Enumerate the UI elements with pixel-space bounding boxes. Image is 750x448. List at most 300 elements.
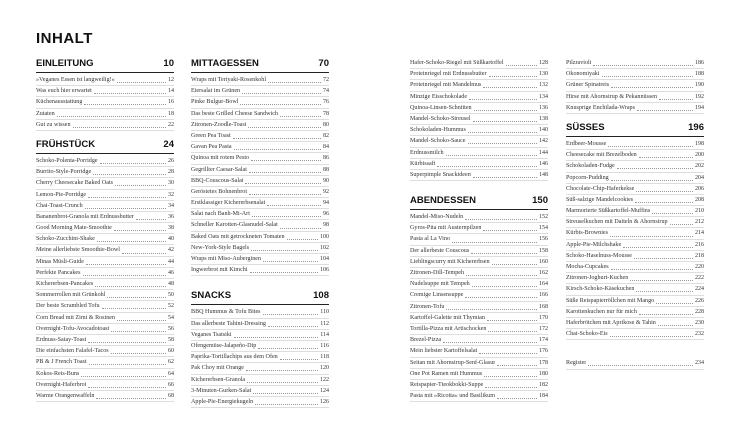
toc-entry[interactable]	[566, 92, 704, 103]
toc-entry[interactable]	[191, 109, 329, 120]
toc-entry[interactable]	[410, 234, 548, 245]
entry-page-number: 32	[168, 191, 174, 198]
entry-page-number: 40	[168, 236, 174, 243]
entry-title: Veganes Tsatsiki	[191, 331, 232, 338]
dot-leader	[107, 292, 166, 298]
entry-title: Gyros-Pita mit Austernpilzen	[410, 225, 482, 232]
dot-leader	[485, 382, 537, 388]
entry-title: Schoko-Zucchini-Shake	[36, 236, 95, 243]
dot-leader	[111, 326, 166, 332]
toc-entry[interactable]	[566, 318, 704, 329]
section-heading	[410, 195, 548, 210]
entry-page-number: 224	[695, 286, 704, 293]
entry-title: Meine allerliebste Smoothie-Bowl	[36, 247, 120, 254]
dot-leader	[488, 326, 537, 332]
entry-page-number: 138	[539, 115, 548, 122]
dot-leader	[659, 94, 693, 100]
entry-page-number: 68	[168, 392, 174, 399]
entry-page-number: 92	[323, 188, 329, 195]
toc-entry[interactable]	[566, 262, 704, 273]
toc-entry[interactable]	[410, 223, 548, 234]
dot-leader	[242, 88, 321, 94]
toc-entry[interactable]	[566, 296, 704, 307]
toc-entry[interactable]	[191, 363, 329, 374]
toc-entry[interactable]	[191, 375, 329, 386]
toc-entry[interactable]	[191, 209, 329, 220]
dot-leader	[97, 236, 166, 242]
dot-leader	[611, 264, 693, 270]
toc-entry[interactable]	[191, 176, 329, 187]
toc-entry[interactable]	[566, 329, 704, 340]
toc-entry[interactable]	[566, 217, 704, 228]
entry-page-number: 58	[168, 336, 174, 343]
entry-title: Seitan mit Ahornsirup-Senf-Glasur	[410, 359, 496, 366]
toc-entry[interactable]	[410, 358, 548, 369]
dot-leader	[623, 242, 693, 248]
entry-page-number: 160	[539, 258, 548, 265]
entry-title: Proteinriegel mit Mandelmus	[410, 82, 482, 89]
entry-title: Quinoa-Linsen-Schnitten	[410, 104, 472, 111]
entry-page-number: 122	[320, 376, 329, 383]
entry-title: »Veganes Essen ist langweilig!«	[36, 77, 115, 83]
toc-section	[36, 139, 174, 402]
toc-entry[interactable]	[191, 254, 329, 265]
dot-leader	[617, 163, 693, 169]
toc-entry[interactable]	[566, 103, 704, 114]
entry-title: Gavan Pea Pasta	[191, 144, 232, 151]
toc-entry[interactable]	[191, 232, 329, 243]
dot-leader	[608, 141, 693, 147]
dot-leader	[639, 152, 693, 158]
entry-page-number: 198	[695, 140, 704, 147]
toc-entry[interactable]	[410, 148, 548, 159]
entry-page-number: 14	[168, 88, 174, 95]
toc-entry[interactable]	[566, 184, 704, 195]
dot-leader	[466, 270, 537, 276]
entry-title: Wraps mit Teriyaki-Rosenkohl	[191, 77, 267, 83]
toc-entry[interactable]	[566, 284, 704, 295]
toc-entry[interactable]	[566, 80, 704, 91]
toc-entry[interactable]	[566, 273, 704, 284]
toc-entry[interactable]	[410, 268, 548, 279]
entry-title: Cherry Cheesecake Baked Oats	[36, 180, 113, 187]
toc-entry[interactable]	[410, 279, 548, 290]
entry-page-number: 162	[539, 270, 548, 276]
dot-leader	[240, 99, 321, 105]
entry-page-number: 166	[539, 292, 548, 299]
entry-page-number: 134	[539, 93, 548, 100]
toc-entry[interactable]	[410, 125, 548, 136]
entry-title: Baked Oats mit getrockneten Tomaten	[191, 233, 285, 240]
toc-entry[interactable]	[36, 324, 174, 335]
entry-title: Der beste Scrambled Tofu	[36, 303, 100, 310]
toc-entry[interactable]	[191, 330, 329, 341]
toc-entry[interactable]	[36, 335, 174, 346]
toc-entry[interactable]	[36, 391, 174, 402]
toc-entry[interactable]	[191, 75, 329, 86]
toc-entry[interactable]	[566, 173, 704, 184]
dot-leader	[280, 354, 318, 360]
toc-entry[interactable]	[191, 97, 329, 108]
entry-page-number: 64	[168, 370, 174, 377]
dot-leader	[57, 111, 166, 117]
section-title: SNACKS	[191, 290, 232, 302]
toc-entry[interactable]	[36, 234, 174, 245]
toc-entry[interactable]	[191, 397, 329, 408]
toc-entry[interactable]	[566, 358, 704, 369]
dot-leader	[611, 175, 693, 181]
entry-page-number: 208	[695, 196, 704, 203]
dot-leader	[468, 127, 537, 133]
entry-title: Lieblingscurry mit Kichererbsen	[410, 258, 490, 265]
entry-title: Erdbeer-Mousse	[566, 140, 607, 147]
toc-entry[interactable]	[566, 58, 704, 69]
entry-title: Pinke Bulgur-Bowl	[191, 99, 239, 106]
entry-title: PB & J French Toast	[36, 359, 87, 366]
entry-title: Paprika-Tortillachips aus dem Ofen	[191, 354, 278, 361]
toc-entry[interactable]	[36, 212, 174, 223]
entry-title: Kirsch-Schoko-Käsekuchen	[566, 286, 635, 293]
entry-page-number: 86	[323, 155, 329, 162]
entry-title: Gut zu wissen	[36, 121, 71, 128]
entry-title: Kürbissaft	[410, 160, 436, 167]
toc-entry[interactable]	[410, 103, 548, 114]
dot-leader	[473, 116, 537, 122]
toc-entry[interactable]	[191, 243, 329, 254]
dot-leader	[255, 399, 318, 405]
entry-page-number: 190	[695, 82, 704, 89]
entry-page-number: 30	[168, 180, 174, 187]
dot-leader	[635, 197, 693, 203]
section-page-number: 70	[318, 58, 329, 69]
entry-page-number: 234	[695, 360, 704, 367]
toc-entry[interactable]	[36, 380, 174, 391]
entry-page-number: 56	[168, 325, 174, 332]
toc-entry[interactable]	[191, 198, 329, 209]
entry-title: Zutaten	[36, 110, 55, 117]
toc-entry[interactable]	[566, 206, 704, 217]
toc-entry[interactable]	[191, 265, 329, 276]
entry-page-number: 84	[323, 144, 329, 151]
entry-title: Süße Reispapierröllchen mit Mango	[566, 297, 655, 304]
dot-leader	[245, 178, 321, 184]
dot-leader	[497, 360, 537, 366]
dot-leader	[252, 211, 321, 217]
dot-leader	[85, 203, 166, 209]
entry-title: Cremige Linsensuppe	[410, 292, 464, 299]
entry-title: Green Pea Toast	[191, 132, 231, 139]
dot-leader	[250, 267, 318, 273]
toc-entry[interactable]	[36, 201, 174, 212]
toc-entry[interactable]	[36, 156, 174, 167]
toc-entry[interactable]	[566, 307, 704, 318]
entry-page-number: 200	[695, 152, 704, 159]
entry-page-number: 88	[323, 166, 329, 173]
toc-entry[interactable]	[36, 86, 174, 97]
toc-entry[interactable]	[410, 170, 548, 181]
toc-section	[191, 58, 329, 276]
entry-title: Eiersalat im Grünen	[191, 88, 241, 95]
toc-entry[interactable]	[191, 120, 329, 131]
toc-entry[interactable]	[191, 352, 329, 363]
dot-leader	[452, 237, 537, 243]
toc-entry[interactable]	[566, 195, 704, 206]
entry-title: Zitronen-Zoodle-Toast	[191, 121, 247, 128]
entry-title: Kichererbsen-Granola	[191, 376, 246, 383]
toc-entry[interactable]	[566, 150, 704, 161]
toc-entry[interactable]	[36, 279, 174, 290]
toc-section	[191, 290, 329, 408]
dot-leader	[93, 169, 166, 175]
toc-entry[interactable]	[410, 346, 548, 357]
entry-title: Marmorierte Süßkartoffel-Muffins	[566, 208, 651, 215]
entry-page-number: 230	[695, 319, 704, 326]
entry-title: Minas Müsli-Guide	[36, 258, 84, 265]
dot-leader	[233, 133, 321, 139]
entry-page-number: 212	[695, 219, 704, 226]
dot-leader	[497, 393, 537, 399]
dot-leader	[280, 223, 321, 229]
toc-entry[interactable]	[410, 324, 548, 335]
entry-page-number: 226	[695, 297, 704, 304]
toc-entry[interactable]	[410, 302, 548, 313]
entry-page-number: 36	[168, 213, 174, 220]
dot-leader	[81, 371, 166, 377]
toc-entry[interactable]	[191, 386, 329, 397]
dot-leader	[446, 304, 537, 310]
entry-title: Popcorn-Pudding	[566, 174, 609, 181]
entry-page-number: 218	[695, 252, 704, 259]
entry-title: Schoko-Polenta-Porridge	[36, 157, 98, 164]
entry-title: Karottenkuchen nur für mich	[566, 308, 637, 315]
section-heading	[566, 122, 704, 137]
dot-leader	[652, 208, 693, 214]
entry-page-number: 152	[539, 214, 548, 221]
toc-entry[interactable]	[566, 69, 704, 80]
dot-leader	[249, 189, 321, 195]
entry-title: Pilzravioli	[566, 60, 592, 66]
dot-leader	[465, 214, 537, 220]
dot-leader	[234, 144, 321, 150]
entry-title: Good Morning Mate-Smoothie	[36, 225, 112, 232]
entry-title: Kartoffel-Galette mit Thymian	[410, 314, 485, 321]
toc-entry[interactable]	[191, 187, 329, 198]
entry-page-number: 34	[168, 202, 174, 209]
section-page-number: 150	[532, 195, 548, 207]
toc-entry[interactable]	[410, 313, 548, 324]
dot-leader	[263, 256, 318, 262]
entry-page-number: 72	[323, 77, 329, 83]
entry-title: Gegrillter Caesar-Salat	[191, 166, 247, 173]
entry-title: Erdnussmilch	[410, 149, 444, 156]
entry-page-number: 154	[539, 225, 548, 232]
dot-leader	[100, 158, 166, 164]
dot-leader	[658, 320, 693, 326]
dot-leader	[246, 365, 318, 371]
entry-page-number: 164	[539, 281, 548, 288]
toc-entry[interactable]	[36, 109, 174, 120]
dot-leader	[263, 309, 319, 315]
dot-leader	[611, 82, 693, 88]
entry-page-number: 206	[695, 185, 704, 192]
entry-title: Quinoa mit rotem Pesto	[191, 155, 250, 162]
toc-entry[interactable]	[36, 290, 174, 301]
dot-leader	[234, 332, 319, 338]
toc-entry[interactable]	[191, 153, 329, 164]
entry-page-number: 82	[323, 132, 329, 139]
toc-entry[interactable]	[410, 212, 548, 223]
toc-entry[interactable]	[36, 268, 174, 279]
toc-entry[interactable]	[410, 391, 548, 402]
entry-title: Overnight-Tofu-Avocadotoast	[36, 325, 110, 332]
toc-entry[interactable]	[36, 301, 174, 312]
toc-entry[interactable]	[191, 142, 329, 153]
entry-title: Superpimple Snackideen	[410, 171, 471, 178]
entry-title: Nudelsuppe mit Tempeh	[410, 281, 470, 288]
entry-title: Kürbis-Brownies	[566, 230, 608, 237]
entry-title: Ingwerbrot mit Kimchi	[191, 267, 248, 274]
entry-page-number: 222	[695, 275, 704, 282]
entry-title: Minzige Eisschokolade	[410, 93, 468, 100]
entry-page-number: 146	[539, 160, 548, 167]
dot-leader	[247, 377, 318, 383]
entry-title: Zitronen-Tofu	[410, 303, 445, 310]
toc-entry[interactable]	[410, 58, 548, 69]
entry-page-number: 96	[323, 211, 329, 218]
toc-entry[interactable]	[191, 341, 329, 352]
dot-leader	[471, 248, 537, 254]
toc-entry[interactable]	[36, 369, 174, 380]
toc-entry[interactable]	[36, 357, 174, 368]
dot-leader	[287, 234, 318, 240]
toc-entry[interactable]	[410, 257, 548, 268]
section-title: MITTAGESSEN	[191, 58, 259, 69]
toc-entry[interactable]	[566, 251, 704, 262]
toc-entry[interactable]	[36, 190, 174, 201]
toc-section	[566, 58, 704, 114]
toc-entry[interactable]	[36, 245, 174, 256]
toc-entry[interactable]	[410, 136, 548, 147]
toc-entry[interactable]	[36, 313, 174, 324]
dot-leader	[656, 298, 693, 304]
entry-page-number: 128	[539, 60, 548, 66]
dot-leader	[446, 150, 537, 156]
dot-leader	[634, 253, 693, 259]
toc-entry[interactable]	[36, 257, 174, 268]
entry-title: Kichererbsen-Pancakes	[36, 281, 94, 287]
toc-entry[interactable]	[410, 369, 548, 380]
toc-entry[interactable]	[410, 159, 548, 170]
entry-title: Hirse mit Ahornsirup & Pekannüssen	[566, 93, 658, 100]
entry-page-number: 66	[168, 381, 174, 388]
toc-entry[interactable]	[410, 92, 548, 103]
toc-entry[interactable]	[566, 161, 704, 172]
dot-leader	[468, 138, 537, 144]
toc-entry[interactable]	[410, 335, 548, 346]
toc-entry[interactable]	[36, 97, 174, 108]
toc-entry[interactable]	[566, 240, 704, 251]
toc-entry[interactable]	[36, 167, 174, 178]
toc-section	[566, 122, 704, 340]
toc-entry[interactable]	[410, 114, 548, 125]
entry-page-number: 100	[320, 233, 329, 240]
entry-title: Corn Bread mit Zimt & Rosinen	[36, 314, 116, 321]
toc-section	[410, 58, 548, 181]
toc-entry[interactable]	[36, 346, 174, 357]
toc-entry[interactable]	[410, 380, 548, 391]
entry-page-number: 76	[323, 99, 329, 106]
dot-leader	[122, 248, 166, 254]
toc-entry[interactable]	[36, 178, 174, 189]
entry-title: Schokoladen-Fudge	[566, 163, 615, 170]
toc-entry[interactable]	[36, 120, 174, 131]
entry-title: Perfekte Pancakes	[36, 269, 81, 276]
entry-title: Salat nach Banh-Mi-Art	[191, 211, 250, 218]
entry-title: Mandel-Schoko-Streusel	[410, 115, 471, 122]
entry-page-number: 114	[320, 331, 329, 338]
entry-page-number: 38	[168, 225, 174, 232]
dot-leader	[670, 219, 693, 225]
toc-entry[interactable]	[191, 319, 329, 330]
dot-leader	[258, 343, 318, 349]
toc-entry[interactable]	[191, 86, 329, 97]
entry-title: Die einfachsten Falafel-Tacos	[36, 348, 109, 355]
dot-leader	[83, 270, 167, 276]
entry-page-number: 104	[320, 256, 329, 262]
toc-entry[interactable]	[36, 75, 174, 86]
toc-entry[interactable]	[191, 220, 329, 231]
toc-entry[interactable]	[191, 165, 329, 176]
entry-title: Mandel-Miso-Nudeln	[410, 214, 464, 221]
toc-entry[interactable]	[36, 223, 174, 234]
section-heading	[191, 290, 329, 305]
toc-entry[interactable]	[191, 131, 329, 142]
entry-page-number: 168	[539, 303, 548, 310]
dot-leader	[268, 77, 321, 83]
section-page-number: 24	[163, 138, 174, 150]
entry-title: Erdnuss-Satay-Toast	[36, 336, 87, 343]
entry-page-number: 94	[323, 200, 329, 207]
toc-entry[interactable]	[566, 139, 704, 150]
dot-leader	[610, 231, 693, 237]
toc-entry[interactable]	[410, 246, 548, 257]
toc-entry[interactable]	[410, 80, 548, 91]
section-page-number: 10	[163, 58, 174, 69]
entry-page-number: 80	[323, 121, 329, 128]
toc-entry[interactable]	[410, 69, 548, 80]
entry-title: Mein liebster Kartoffelsalat	[410, 348, 478, 355]
entry-title: Lemon-Pie-Porridge	[36, 191, 87, 198]
entry-page-number: 232	[695, 331, 704, 338]
entry-title: Grüner Spinatreis	[566, 82, 610, 89]
entry-title: Reispapier-Tteokbokki-Suppe	[410, 381, 484, 388]
entry-page-number: 216	[695, 241, 704, 248]
toc-entry[interactable]	[191, 307, 329, 318]
entry-title: Pasta al La Vino	[410, 236, 450, 243]
entry-title: Apple-Pie-Milchshake	[566, 241, 622, 248]
dot-leader	[487, 315, 537, 321]
dot-leader	[483, 225, 537, 231]
section-title: FRÜHSTÜCK	[36, 138, 96, 150]
entry-title: New-York-Style Bagels	[191, 244, 250, 251]
entry-page-number: 98	[323, 222, 329, 229]
entry-title: Das beste Grilled Cheese Sandwich	[191, 110, 278, 117]
toc-entry[interactable]	[410, 290, 548, 301]
toc-entry[interactable]	[566, 228, 704, 239]
dot-leader	[102, 303, 166, 309]
dot-leader	[602, 71, 693, 77]
dot-leader	[88, 192, 166, 198]
